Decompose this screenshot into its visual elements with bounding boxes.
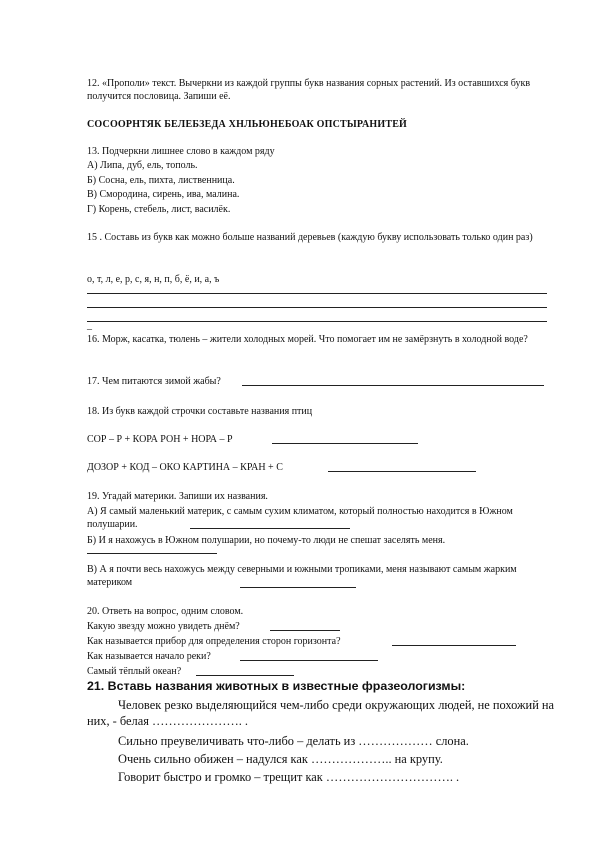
q19-c: В) А я почти весь нахожусь между северными и южными тропиками, меня называют самым жарким материком	[87, 564, 517, 588]
q15-answer-line-3[interactable]	[87, 321, 547, 322]
q13-title: 13. Подчеркни лишнее слово в каждом ряду	[87, 146, 275, 157]
q19-a: А) Я самый маленький материк, с самым сухим климатом, который полностью находится в Южном полушарии.	[87, 506, 513, 530]
q15-answer-line-2[interactable]	[87, 307, 547, 308]
q20-answer-line-3[interactable]	[240, 660, 378, 661]
q19-c-answer-line[interactable]	[240, 587, 356, 588]
q15-trail-dash: _	[87, 320, 92, 331]
q20-title: 20. Ответь на вопрос, одним словом.	[87, 606, 244, 617]
q17-answer-line[interactable]	[242, 385, 544, 386]
q13-row-d: Г) Корень, стебель, лист, василёк.	[87, 204, 231, 215]
q15-letters: о, т, л, е, р, с, я, н, п, б, ё, и, а, ъ	[87, 274, 220, 285]
q13-row-a: А) Липа, дуб, ель, тополь.	[87, 160, 198, 171]
q20-answer-line-1[interactable]	[270, 630, 340, 631]
q20-row-4: Самый тёплый океан?	[87, 666, 182, 677]
q17-text: 17. Чем питаются зимой жабы?	[87, 376, 221, 387]
q19-a-answer-line[interactable]	[190, 528, 350, 529]
q19-b-answer-line[interactable]	[87, 553, 217, 554]
q20-row-3: Как называется начало реки?	[87, 651, 211, 662]
q20-row-2: Как называется прибор для определения сторон горизонта?	[87, 636, 341, 647]
q19-b: Б) И я нахожусь в Южном полушарии, но почему-то люди не спешат заселять меня.	[87, 535, 446, 546]
q18-line-1: СОР – Р + КОРА РОН + НОРА – Р	[87, 434, 233, 445]
q20-answer-line-2[interactable]	[392, 645, 516, 646]
q12-letters: СОСООРНТЯК БЕЛЕБЗЕДА ХНЛЬЮНЕБОАК ОПСТЫРАНИТЕЙ	[87, 119, 408, 130]
q20-row-1: Какую звезду можно увидеть днём?	[87, 621, 240, 632]
q21-phrase-4: Говорит быстро и громко – трещит как …………………………. .	[118, 770, 460, 784]
q13-row-b: Б) Сосна, ель, пихта, лиственница.	[87, 175, 235, 186]
q21-phrase-2: Сильно преувеличивать что-либо – делать из ……………… слона.	[118, 734, 469, 748]
q18-answer-line-2[interactable]	[328, 471, 476, 472]
q21-title: 21. Вставь названия животных в известные фразеологизмы:	[87, 679, 466, 693]
q21-phrase-1: Человек резко выделяющийся чем-либо среди окружающих людей, не похожий на них, - белая …………………. .	[87, 698, 555, 728]
q16-text: 16. Морж, касатка, тюлень – жители холодных морей. Что помогает им не замёрзнуть в холодной воде?	[87, 334, 528, 345]
q13-row-c: В) Смородина, сирень, ива, малина.	[87, 189, 240, 200]
q18-title: 18. Из букв каждой строчки составьте названия птиц	[87, 406, 313, 417]
q21-phrase-3: Очень сильно обижен – надулся как ……………….. на крупу.	[118, 752, 443, 766]
q15-text: 15 . Составь из букв как можно больше названий деревьев (каждую букву использовать только один раз)	[87, 232, 533, 243]
q15-answer-line-1[interactable]	[87, 293, 547, 294]
q19-title: 19. Угадай материки. Запиши их названия.	[87, 491, 268, 502]
q20-answer-line-4[interactable]	[196, 675, 294, 676]
q18-line-2: ДОЗОР + КОД – ОКО КАРТИНА – КРАН + С	[87, 462, 283, 473]
q18-answer-line-1[interactable]	[272, 443, 418, 444]
q12-text: 12. «Прополи» текст. Вычеркни из каждой группы букв названия сорных растений. Из оставшихся букв получится пословица. Запиши её.	[87, 78, 531, 102]
